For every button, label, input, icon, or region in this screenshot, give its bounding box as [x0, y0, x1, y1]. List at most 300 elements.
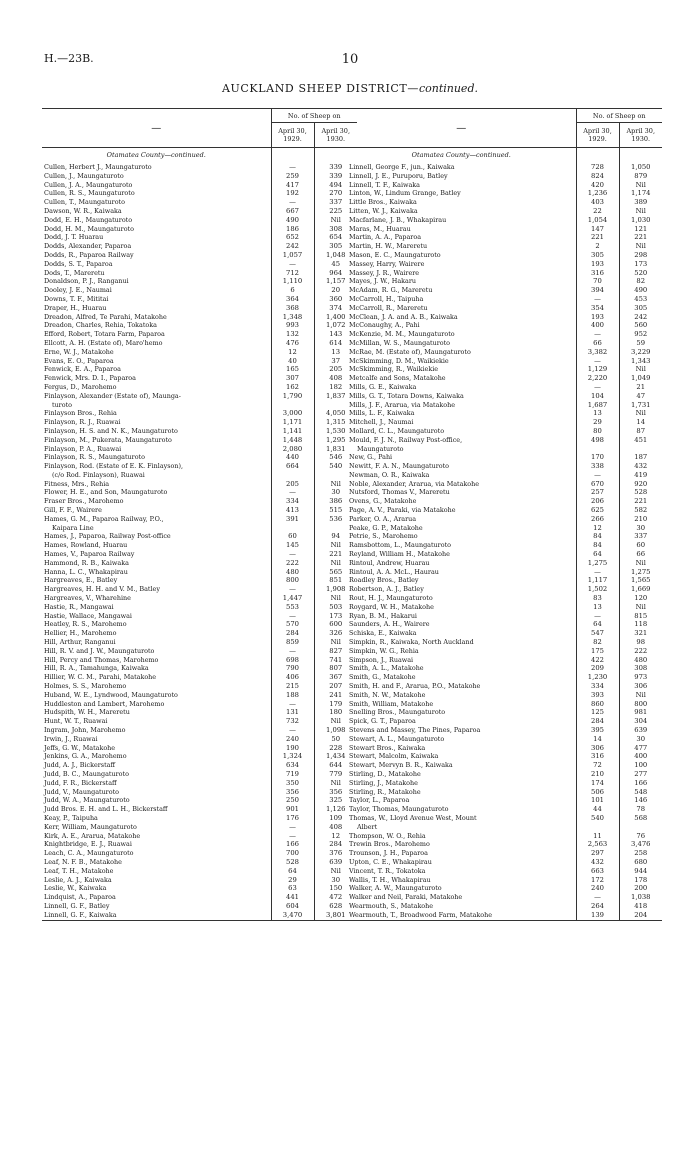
sheep-1929-cell: 1,110	[271, 277, 314, 286]
table-row	[42, 673, 357, 682]
sheep-1929-cell: 334	[271, 497, 314, 506]
table-row	[42, 453, 357, 462]
sheep-1929-cell: 316	[576, 752, 619, 761]
owner-name-cell: Efford, Robert, Totara Farm, Paparoa	[44, 330, 165, 339]
sheep-1929-cell: —	[271, 260, 314, 269]
table-row	[347, 286, 662, 295]
sheep-1930-cell: 66	[619, 550, 662, 559]
sheep-1930-cell: 515	[314, 506, 357, 515]
table-row	[42, 893, 357, 902]
owner-name-cell: Ellcott, A. H. (Estate of), Maro'hemo	[44, 338, 163, 347]
sheep-1929-cell: —	[576, 357, 619, 366]
sheep-1929-cell: 338	[576, 462, 619, 471]
sheep-1929-cell: 2	[576, 242, 619, 251]
sheep-1929-cell: 441	[271, 893, 314, 902]
owner-name-cell: Mollard, C. L., Maungaturoto	[349, 426, 445, 435]
sheep-1929-cell: 82	[576, 638, 619, 647]
sheep-1930-cell: 3,801	[314, 911, 357, 920]
owner-name-cell: Trounson, J. H., Paparoa	[349, 849, 428, 858]
table-row	[42, 392, 357, 401]
table-row	[347, 304, 662, 313]
table-row	[42, 840, 357, 849]
sheep-1930-cell: 800	[619, 700, 662, 709]
table-row	[42, 286, 357, 295]
sheep-1930-cell: 494	[314, 181, 357, 190]
table-row	[347, 832, 662, 841]
sheep-1929-cell: 790	[271, 664, 314, 673]
table-row	[42, 726, 357, 735]
sheep-1929-cell: 242	[271, 242, 314, 251]
owner-name-cell: Stewart, A. L., Maungaturoto	[349, 734, 445, 743]
owner-name-cell: Rout, H. J., Maungaturoto	[349, 594, 433, 603]
table-row	[42, 304, 357, 313]
owner-name-cell: Ingram, John, Marohemo	[44, 726, 126, 734]
sheep-1929-cell: 364	[271, 295, 314, 304]
sheep-1929-cell: 215	[271, 682, 314, 691]
table-row	[347, 251, 662, 260]
sheep-1929-cell: —	[271, 488, 314, 497]
table-row	[42, 858, 357, 867]
sheep-1930-cell: 30	[314, 876, 357, 885]
table-row	[347, 796, 662, 805]
table-row	[347, 374, 662, 383]
owner-name-cell: Evans, E. O., Paparoa	[44, 356, 114, 365]
sheep-1929-cell: 664	[271, 462, 314, 471]
sheep-1929-cell: —	[271, 647, 314, 656]
owner-name-cell: McRae, M. (Estate of), Maungaturoto	[349, 347, 471, 356]
table-row	[42, 664, 357, 673]
sheep-1930-cell: 400	[619, 752, 662, 761]
table-row	[347, 445, 662, 454]
table-row	[42, 295, 357, 304]
sheep-1929-cell: 652	[271, 233, 314, 242]
sheep-1930-cell: 337	[619, 532, 662, 541]
owner-name-cell: Finlayson, R. J., Ruawai	[44, 418, 121, 427]
owner-name-cell: McCarroll, H., Taipuha	[349, 294, 424, 303]
sheep-1930-cell: 879	[619, 172, 662, 181]
owner-name-cell: Draper, H., Huarau	[44, 303, 107, 312]
table-row	[42, 277, 357, 286]
owner-name-cell: Nutsford, Thomas V., Mareretu	[349, 488, 450, 497]
sheep-1930-cell: 360	[314, 295, 357, 304]
county-heading: Otamatea County—continued.	[411, 151, 511, 159]
table-row	[42, 832, 357, 841]
sheep-1930-cell: Nil	[314, 867, 357, 876]
sheep-1929-cell: 259	[271, 172, 314, 181]
left-column	[42, 108, 357, 921]
sheep-1930-cell: 179	[314, 700, 357, 709]
owner-name-cell: (c/o Rod. Finlayson), Ruawai	[52, 470, 145, 479]
sheep-1929-cell: 3,382	[576, 348, 619, 357]
table-row	[347, 427, 662, 436]
sheep-1929-cell: 663	[576, 867, 619, 876]
sheep-1930-cell: 182	[314, 383, 357, 392]
sheep-1930-cell: 1,049	[619, 374, 662, 383]
table-row	[42, 568, 357, 577]
table-row	[42, 629, 357, 638]
owner-name-cell: New, G., Pahi	[349, 453, 393, 462]
owner-name-cell: Judd Bros. E. H. and L. H., Bickerstaff	[44, 805, 168, 814]
table-row	[42, 313, 357, 322]
table-row	[42, 401, 357, 410]
table-row	[347, 269, 662, 278]
sheep-1929-cell: —	[271, 823, 314, 832]
owner-name-cell: Kerr, William, Maungaturoto	[44, 822, 137, 831]
table-row	[42, 796, 357, 805]
sheep-1929-cell: 824	[576, 172, 619, 181]
sheep-1930-cell: 205	[314, 365, 357, 374]
sheep-1929-cell: 350	[271, 779, 314, 788]
owner-name-cell: Cullen, R. S., Maungaturoto	[44, 189, 135, 198]
name-column-header: —	[347, 109, 576, 148]
sheep-1929-cell: 1,790	[271, 392, 314, 401]
sheep-1930-cell: Nil	[314, 216, 357, 225]
sheep-1929-cell: 63	[271, 884, 314, 893]
owner-name-cell: turoto	[52, 400, 73, 409]
table-row	[347, 348, 662, 357]
sheep-1930-cell: 560	[619, 321, 662, 330]
owner-name-cell: Hastie, Wallace, Mangawai	[44, 611, 132, 620]
owner-name-cell: Litten, W. J., Kaiwaka	[349, 206, 418, 215]
sheep-1929-cell: 1,117	[576, 576, 619, 585]
table-row	[347, 480, 662, 489]
owner-name-cell: Walker, A. W., Maungaturoto	[349, 884, 442, 893]
owner-name-cell: McMillan, W. S., Maungaturoto	[349, 338, 451, 347]
sheep-count-header: No. of Sheep on	[576, 109, 662, 123]
table-row	[347, 717, 662, 726]
table-row	[347, 225, 662, 234]
sheep-1930-cell: 305	[619, 304, 662, 313]
sheep-1930-cell: Nil	[314, 717, 357, 726]
table-row	[347, 216, 662, 225]
table-row	[42, 603, 357, 612]
table-row	[347, 840, 662, 849]
table-row	[42, 761, 357, 770]
sheep-1930-cell: 472	[314, 893, 357, 902]
owner-name-cell: Maungaturoto	[357, 444, 404, 453]
county-heading-row	[42, 148, 357, 164]
page-reference: H.—23B.	[44, 52, 94, 65]
table-row	[42, 445, 357, 454]
table-row	[42, 480, 357, 489]
owner-name-cell: Fitness, Mrs., Rehia	[44, 479, 110, 488]
sheep-1930-cell: 306	[619, 682, 662, 691]
table-row	[42, 357, 357, 366]
sheep-1930-cell: Nil	[314, 594, 357, 603]
sheep-1929-cell: 712	[271, 269, 314, 278]
sheep-1930-cell: 326	[314, 629, 357, 638]
owner-name-cell: Mason, E. C., Maungaturoto	[349, 250, 441, 259]
owner-name-cell: Dodds, Alexander, Paparoa	[44, 242, 132, 251]
sheep-1930-cell: Nil	[619, 409, 662, 418]
sheep-1929-cell: 209	[576, 664, 619, 673]
sheep-1929-cell: 334	[576, 682, 619, 691]
owner-name-cell: Mitchell, J., Naumai	[349, 418, 414, 427]
year-1930-header: April 30, 1930.	[619, 123, 662, 148]
table-row	[42, 225, 357, 234]
sheep-1929-cell	[576, 823, 619, 832]
sheep-1930-cell: 241	[314, 691, 357, 700]
sheep-1930-cell: 1,343	[619, 357, 662, 366]
owner-name-cell: Hargreaves, H. H. and V. M., Batley	[44, 585, 160, 594]
table-row	[347, 339, 662, 348]
county-heading: Otamatea County—continued.	[106, 151, 206, 159]
sheep-1930-cell: 242	[619, 313, 662, 322]
owner-name-cell: Newman, O. R., Kaiwaka	[349, 470, 430, 479]
sheep-1930-cell: 222	[619, 647, 662, 656]
sheep-1930-cell: 308	[314, 225, 357, 234]
sheep-1929-cell: 700	[271, 849, 314, 858]
sheep-1929-cell: 1,447	[271, 594, 314, 603]
sheep-1929-cell: 13	[576, 409, 619, 418]
owner-name-cell: Fergus, D., Marohemo	[44, 382, 117, 391]
sheep-1930-cell: 308	[619, 664, 662, 673]
table-row	[347, 805, 662, 814]
table-row	[42, 849, 357, 858]
owner-name-cell: Stewart, Malcolm, Kaiwaka	[349, 752, 439, 761]
owner-name-cell: Linnell, J. E., Puruporu, Batley	[349, 171, 448, 180]
owner-name-cell: Hames, Rowland, Huarau	[44, 541, 128, 550]
owner-name-cell: Leslie, A. J., Kaiwaka	[44, 875, 112, 884]
sheep-1929-cell: 166	[271, 840, 314, 849]
owner-name-cell: Martin, H. W., Mareretu	[349, 242, 428, 251]
table-row	[42, 717, 357, 726]
sheep-1929-cell: 440	[271, 453, 314, 462]
sheep-1929-cell: 1,129	[576, 365, 619, 374]
owner-name-cell: Dreadon, Charles, Rehia, Tokatoka	[44, 321, 157, 330]
owner-name-cell: Finlayson, P. A., Ruawai	[44, 444, 122, 453]
sheep-1930-cell: 3,229	[619, 348, 662, 357]
sheep-1930-cell: 815	[619, 612, 662, 621]
sheep-1929-cell: 284	[271, 629, 314, 638]
table-row	[42, 365, 357, 374]
table-row	[347, 401, 662, 410]
sheep-1930-cell: 173	[314, 612, 357, 621]
sheep-1930-cell: 851	[314, 576, 357, 585]
sheep-1929-cell: 44	[576, 805, 619, 814]
sheep-1929-cell: 176	[271, 814, 314, 823]
sheep-1929-cell: 432	[576, 858, 619, 867]
sheep-1930-cell: 389	[619, 198, 662, 207]
table-row	[42, 348, 357, 357]
owner-name-cell: Stevens and Massey, The Pines, Paparoa	[349, 726, 481, 734]
sheep-1929-cell: 305	[576, 251, 619, 260]
sheep-1930-cell: 13	[314, 348, 357, 357]
table-row	[347, 761, 662, 770]
sheep-1930-cell: 680	[619, 858, 662, 867]
owner-name-cell: Peake, G. P., Matakohe	[349, 523, 423, 532]
sheep-1929-cell: —	[271, 550, 314, 559]
table-row	[42, 779, 357, 788]
sheep-1929-cell: 139	[576, 911, 619, 920]
table-row	[347, 506, 662, 515]
sheep-1930-cell: 654	[314, 233, 357, 242]
table-row	[347, 418, 662, 427]
owner-name-cell: Finlayson, M., Pukerata, Maungaturoto	[44, 435, 172, 444]
sheep-1930-cell: 120	[619, 594, 662, 603]
sheep-1929-cell: 417	[271, 181, 314, 190]
table-row	[42, 189, 357, 198]
sheep-1929-cell: 22	[576, 207, 619, 216]
sheep-1930-cell: 37	[314, 357, 357, 366]
sheep-1929-cell: 400	[576, 321, 619, 330]
sheep-1930-cell: 644	[314, 761, 357, 770]
sheep-1930-cell: 614	[314, 339, 357, 348]
table-row	[347, 576, 662, 585]
sheep-1930-cell: 1,275	[619, 568, 662, 577]
table-row	[42, 576, 357, 585]
owner-name-cell: Linnell, George F., jun., Kaiwaka	[349, 163, 455, 171]
owner-name-cell: Mould, F. J. N., Railway Post-office,	[349, 435, 463, 444]
table-row	[42, 436, 357, 445]
table-row	[42, 242, 357, 251]
sheep-1929-cell: 394	[576, 286, 619, 295]
sheep-1929-cell: 2,220	[576, 374, 619, 383]
owner-name-cell: McSkimming, R., Waikiekie	[349, 365, 439, 374]
sheep-1930-cell: 118	[619, 620, 662, 629]
sheep-1930-cell: Nil	[619, 207, 662, 216]
owner-name-cell: Mills, L. F., Kaiwaka	[349, 409, 415, 418]
sheep-1929-cell: 506	[576, 788, 619, 797]
owner-name-cell: Metcalfe and Sons, Matakohe	[349, 374, 446, 383]
sheep-1929-cell: —	[271, 163, 314, 172]
owner-name-cell: McAdam, R. G., Mareretu	[349, 286, 433, 295]
table-row	[347, 198, 662, 207]
table-row	[347, 242, 662, 251]
sheep-1929-cell: 490	[271, 216, 314, 225]
owner-name-cell: Robertson, A. J., Batley	[349, 585, 424, 594]
sheep-1929-cell: 1,275	[576, 559, 619, 568]
table-row	[347, 365, 662, 374]
sheep-1929-cell: —	[271, 198, 314, 207]
sheep-1929-cell: —	[271, 832, 314, 841]
sheep-1930-cell: 30	[314, 488, 357, 497]
owner-name-cell: Smith, N. W., Matakohe	[349, 690, 426, 699]
table-row	[347, 568, 662, 577]
sheep-1929-cell: 64	[576, 620, 619, 629]
year-1930-header: April 30, 1930.	[314, 123, 357, 148]
table-row	[42, 207, 357, 216]
owner-name-cell: Hastie, R., Mangawai	[44, 602, 114, 611]
sheep-1930-cell: 639	[314, 858, 357, 867]
table-row	[347, 779, 662, 788]
owner-name-cell: Judd, V., Maungaturoto	[44, 787, 120, 796]
sheep-1929-cell: 800	[271, 576, 314, 585]
owner-name-cell: Simpkin, R., Kaiwaka, North Auckland	[349, 638, 474, 647]
sheep-1929-cell: 12	[271, 348, 314, 357]
table-row	[347, 647, 662, 656]
sheep-1929-cell: 420	[576, 181, 619, 190]
owner-name-cell: Stewart, Mervyn B. R., Kaiwaka	[349, 761, 453, 770]
table-row	[347, 770, 662, 779]
sheep-1930-cell: 277	[619, 770, 662, 779]
sheep-1930-cell	[619, 823, 662, 832]
table-row	[42, 216, 357, 225]
table-row	[347, 453, 662, 462]
table-row	[42, 532, 357, 541]
owner-name-cell: Smith, G., Matakohe	[349, 673, 416, 682]
sheep-1930-cell: 1,831	[314, 445, 357, 454]
sheep-1929-cell: 193	[576, 260, 619, 269]
sheep-1929-cell: 14	[576, 735, 619, 744]
sheep-1930-cell: 228	[314, 744, 357, 753]
table-row	[42, 515, 357, 524]
sheep-1930-cell: 520	[619, 269, 662, 278]
table-row	[42, 321, 357, 330]
sheep-1929-cell	[271, 524, 314, 533]
sheep-1929-cell: —	[271, 700, 314, 709]
owner-name-cell: Massey, J. R., Wairere	[349, 268, 420, 277]
sheep-1929-cell: 11	[576, 832, 619, 841]
owner-name-cell: Dodds, S. T., Paparoa	[44, 259, 113, 268]
sheep-1929-cell: 1,054	[576, 216, 619, 225]
sheep-1930-cell: 1,295	[314, 436, 357, 445]
table-row	[347, 744, 662, 753]
owner-name-cell: Smith, A. L., Matakohe	[349, 664, 424, 673]
owner-name-cell: Downs, T. F., Mititai	[44, 294, 109, 303]
sheep-1929-cell: 698	[271, 656, 314, 665]
table-row	[42, 418, 357, 427]
sheep-1929-cell: 165	[271, 365, 314, 374]
sheep-1930-cell: 47	[619, 392, 662, 401]
sheep-1930-cell: 548	[619, 788, 662, 797]
sheep-1929-cell: 553	[271, 603, 314, 612]
sheep-1930-cell: 1,098	[314, 726, 357, 735]
sheep-1930-cell: 76	[619, 832, 662, 841]
owner-name-cell: Finlayson, Rod. (Estate of E. K. Finlayson),	[44, 462, 184, 471]
sheep-1930-cell: 408	[314, 374, 357, 383]
table-row	[42, 269, 357, 278]
owner-name-cell: Wearmouth, T., Broadwood Farm, Matakohe	[347, 911, 576, 920]
sheep-1929-cell: 391	[271, 515, 314, 524]
table-row	[42, 339, 357, 348]
owner-name-cell: Smith, H. and F., Ararua, P.O., Matakohe	[349, 682, 481, 691]
owner-name-cell: Donaldson, P. J., Ranganui	[44, 277, 129, 286]
sheep-1930-cell: 1,072	[314, 321, 357, 330]
table-row	[42, 770, 357, 779]
sheep-1930-cell: 1,030	[619, 216, 662, 225]
table-row	[42, 884, 357, 893]
sheep-1930-cell: 45	[314, 260, 357, 269]
table-row	[42, 620, 357, 629]
sheep-1930-cell: 143	[314, 330, 357, 339]
table-row	[42, 233, 357, 242]
sheep-1929-cell: —	[576, 612, 619, 621]
sheep-1930-cell: 528	[619, 488, 662, 497]
table-row	[347, 471, 662, 480]
owner-name-cell: Mills, G. E., Kaiwaka	[349, 382, 417, 391]
table-row	[42, 805, 357, 814]
sheep-1929-cell	[576, 445, 619, 454]
table-row	[347, 708, 662, 717]
table-row	[42, 462, 357, 471]
sheep-1929-cell: —	[271, 726, 314, 735]
table-row	[347, 814, 662, 823]
owner-name-cell: Dooley, J. E., Naumai	[44, 286, 112, 295]
sheep-1930-cell: 779	[314, 770, 357, 779]
sheep-1930-cell: 87	[619, 427, 662, 436]
sheep-1930-cell: 4,050	[314, 409, 357, 418]
sheep-1929-cell: 84	[576, 541, 619, 550]
county-heading-row	[347, 148, 662, 164]
sheep-1929-cell: 570	[271, 620, 314, 629]
sheep-1929-cell: 210	[576, 770, 619, 779]
sheep-1929-cell: 162	[271, 383, 314, 392]
table-row	[42, 752, 357, 761]
owner-name-cell: Hames, V., Paparoa Railway	[44, 550, 135, 559]
table-row	[347, 788, 662, 797]
table-row	[347, 603, 662, 612]
